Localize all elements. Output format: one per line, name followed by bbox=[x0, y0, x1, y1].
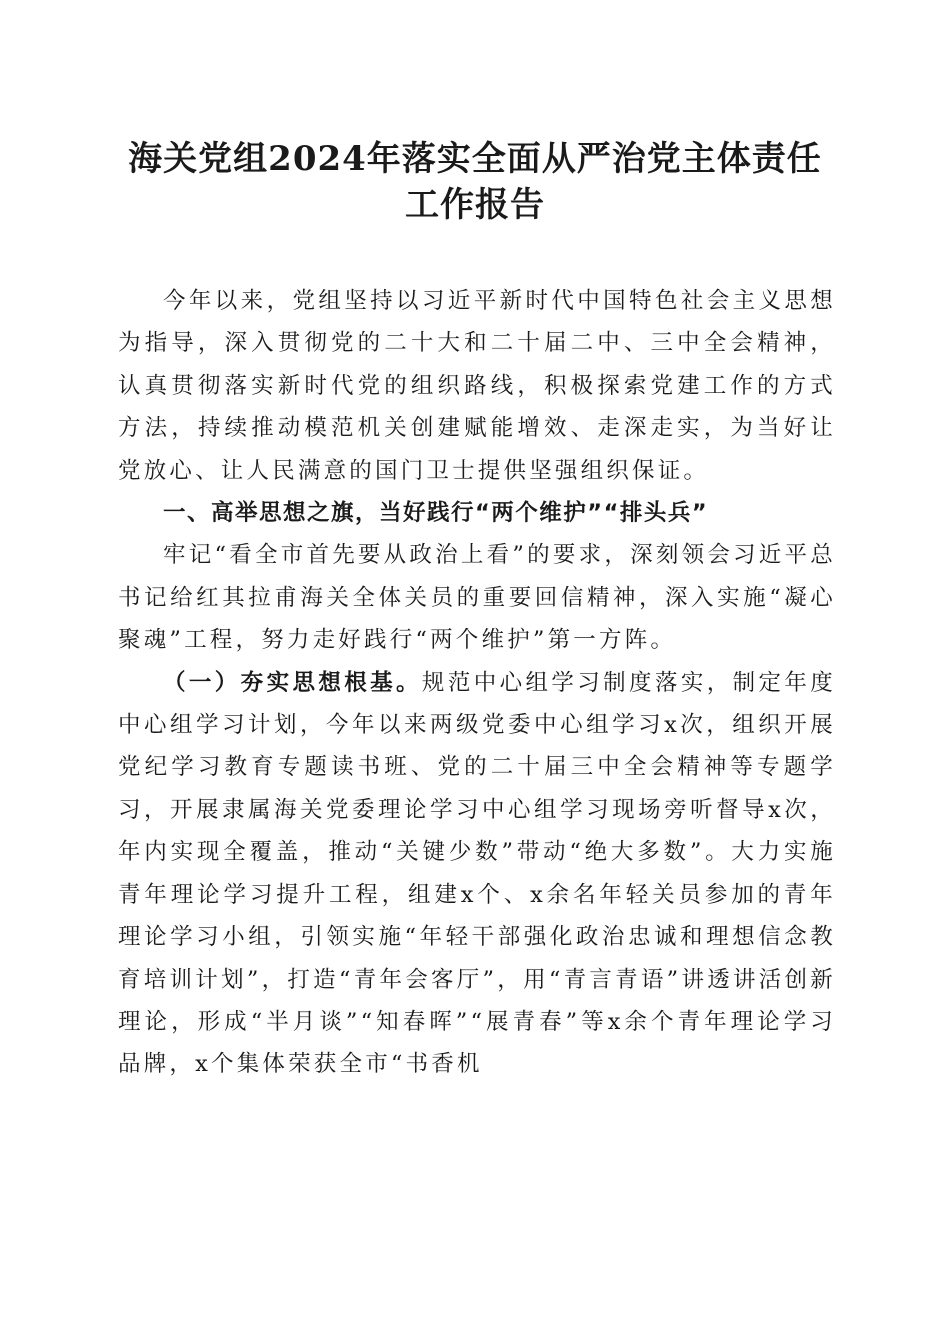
section-1-heading: 一、高举思想之旗，当好践行“两个维护”“排头兵” bbox=[163, 500, 709, 527]
document-body bbox=[118, 280, 836, 1086]
title-line-2: 工作报告 bbox=[405, 185, 545, 225]
subsection-1-paragraph bbox=[118, 662, 836, 1086]
document-title bbox=[100, 136, 850, 228]
title-line-1: 海关党组2024年落实全面从严治党主体责任 bbox=[128, 139, 822, 179]
intro-paragraph: 今年以来，党组坚持以习近平新时代中国特色社会主义思想为指导，深入贯彻党的二十大和二十届二中、三中全会精神，认真贯彻落实新时代党的组织路线，积极探索党建工作的方式方法，持续推动模范机关创建赋能增效、走深走实，为当好让党放心、让人民满意的国门卫士提供坚强组织保证。 bbox=[118, 288, 836, 484]
subsection-1-text: 规范中心组学习制度落实，制定年度中心组学习计划，今年以来两级党委中心组学习x次，组织开展党纪学习教育专题读书班、党的二十届三中全会精神等专题学习，开展隶属海关党委理论学习中心组学习现场旁听督导x次，年内实现全覆盖，推动“关键少数”带动“绝大多数”。大力实施青年理论学习提升工程，组建x个、x余名年轻关员参加的青年理论学习小组，引领实施“年轻干部强化政治忠诚和理想信念教育培训计划”，打造“青年会客厅”，用“青言青语”讲透讲活创新理论，形成“半月谈”“知春晖”“展青春”等x余个青年理论学习品牌，x个集体荣获全市“书香机 bbox=[118, 669, 836, 1078]
subsection-1-lead: （一）夯实思想根基。 bbox=[163, 669, 422, 696]
section-1-paragraph: 牢记“看全市首先要从政治上看”的要求，深刻领会习近平总书记给红其拉甫海关全体关员的重要回信精神，深入实施“凝心聚魂”工程，努力走好践行“两个维护”第一方阵。 bbox=[118, 542, 836, 654]
